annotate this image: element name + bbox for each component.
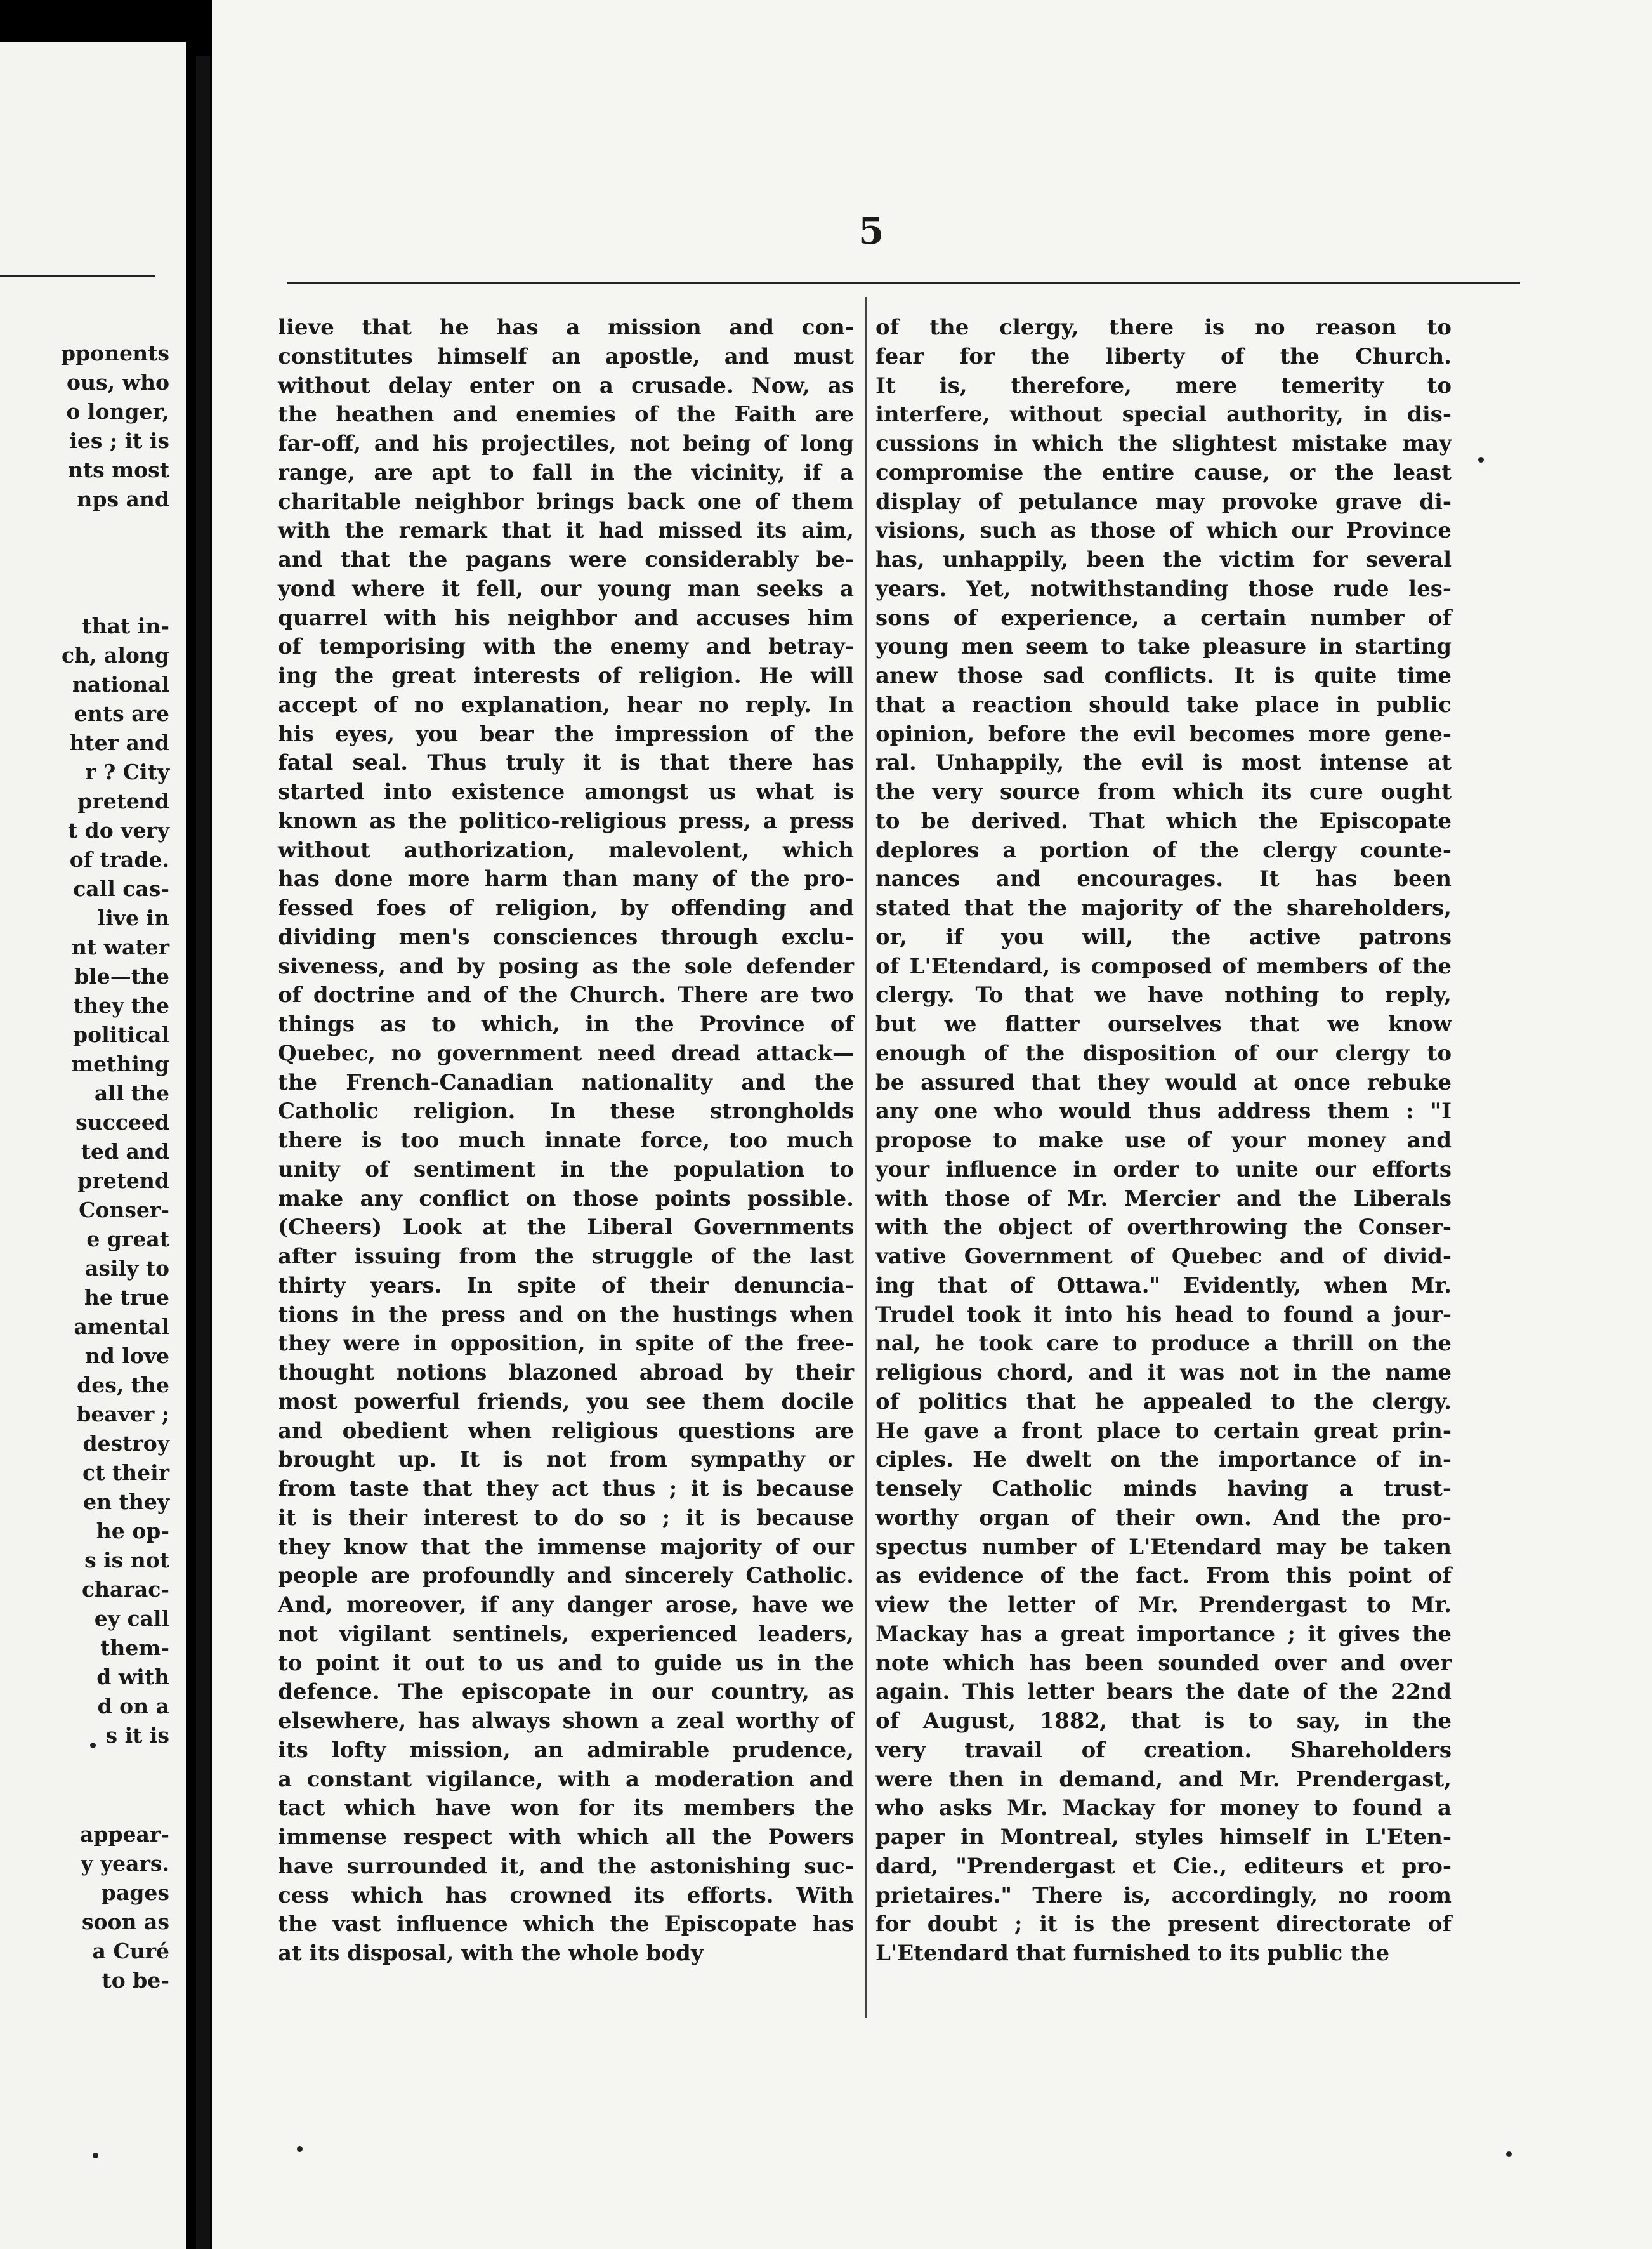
text-line: the heathen and enemies of the Faith are	[278, 402, 854, 428]
text-line: but we flatter ourselves that we know	[875, 1012, 1452, 1037]
text-line: paper in Montreal, styles himself in L'Eten-	[875, 1824, 1452, 1850]
facing-page-line: of trade.	[69, 847, 169, 872]
text-line: of temporising with the enemy and betray-	[278, 634, 854, 660]
column-separator	[865, 297, 867, 2018]
facing-page-line: call cas-	[73, 876, 169, 901]
facing-page-line: they the	[73, 993, 169, 1018]
text-line: to point it out to us and to guide us in the	[278, 1650, 854, 1676]
text-line: with the object of overthrowing the Conser-	[875, 1215, 1452, 1241]
facing-page-line: mething	[71, 1052, 169, 1076]
facing-page-line: he op-	[96, 1519, 169, 1543]
facing-page-line: hter and	[69, 730, 169, 755]
facing-page-line: r ? City	[85, 760, 169, 784]
facing-page-speck	[93, 2153, 98, 2158]
text-line: again. This letter bears the date of the 22nd	[875, 1679, 1452, 1705]
text-line: worthy organ of their own. And the pro-	[875, 1505, 1452, 1531]
text-line: were then in demand, and Mr. Prendergast,	[875, 1766, 1452, 1792]
facing-page-line: e great	[86, 1227, 169, 1251]
facing-page-line: pretend	[77, 789, 169, 814]
text-line: deplores a portion of the clergy counte-	[875, 837, 1452, 863]
text-line: defence. The episcopate in our country, as	[278, 1679, 854, 1705]
text-line: It is, therefore, mere temerity to	[875, 373, 1452, 399]
text-line: has done more harm than many of the pro-	[278, 866, 854, 892]
text-line: not vigilant sentinels, experienced leaders,	[278, 1621, 854, 1647]
text-line: far-off, and his projectiles, not being of long	[278, 431, 854, 456]
page-speck	[1506, 2151, 1512, 2157]
facing-page-line: amental	[74, 1314, 169, 1339]
facing-page-fragment	[0, 42, 186, 2249]
text-line: most powerful friends, you see them docile	[278, 1388, 854, 1415]
facing-page-line: en they	[83, 1489, 169, 1514]
text-line: spectus number of L'Etendard may be taken	[875, 1534, 1452, 1560]
text-line: and that the pagans were considerably be-	[278, 547, 854, 572]
text-line: of doctrine and of the Church. There are two	[278, 982, 854, 1008]
text-line: tact which have won for its members the	[278, 1795, 854, 1821]
facing-page-line: that in-	[82, 614, 169, 638]
binding-gutter	[196, 56, 210, 2249]
page-speck	[1478, 457, 1484, 463]
text-line: they know that the immense majority of our	[278, 1534, 854, 1560]
facing-page-line: charac-	[81, 1577, 169, 1602]
text-column-left	[278, 313, 854, 1969]
header-rule	[287, 282, 1520, 284]
text-line: visions, such as those of which our Province	[875, 518, 1452, 544]
facing-page-line: them-	[100, 1635, 169, 1660]
text-line: siveness, and by posing as the sole defender	[278, 953, 854, 979]
text-line: who asks Mr. Mackay for money to found a	[875, 1795, 1452, 1821]
facing-page-line: asily to	[85, 1256, 169, 1281]
text-line: enough of the disposition of our clergy to	[875, 1040, 1452, 1066]
text-line: without authorization, malevolent, which	[278, 837, 854, 863]
facing-page-line: nps and	[77, 487, 169, 511]
text-line: fessed foes of religion, by offending and	[278, 895, 854, 921]
text-line: tensely Catholic minds having a trust-	[875, 1476, 1452, 1501]
text-line: compromise the entire cause, or the least	[875, 459, 1452, 485]
text-line: ing that of Ottawa." Evidently, when Mr.	[875, 1272, 1452, 1298]
text-line: his eyes, you bear the impression of the	[278, 721, 854, 747]
facing-page-line: s it is	[105, 1723, 169, 1748]
facing-page-line: ted and	[81, 1139, 169, 1164]
facing-page-line: d on a	[97, 1694, 169, 1718]
facing-page-line: nd love	[84, 1343, 169, 1368]
facing-page-rule	[0, 275, 155, 277]
text-line: of the clergy, there is no reason to	[875, 315, 1452, 340]
text-line: to be derived. That which the Episcopate	[875, 808, 1452, 834]
text-line: thirty years. In spite of their denuncia-	[278, 1272, 854, 1298]
text-line: tions in the press and on the hustings when	[278, 1302, 854, 1328]
text-line: display of petulance may provoke grave di-	[875, 489, 1452, 515]
text-line: of L'Etendard, is composed of members of the	[875, 953, 1452, 979]
text-line: interfere, without special authority, in dis-	[875, 402, 1452, 428]
text-line: there is too much innate force, too much	[278, 1128, 854, 1153]
text-line: and obedient when religious questions are	[278, 1418, 854, 1444]
text-line: nal, he took care to produce a thrill on the	[875, 1331, 1452, 1357]
facing-page-line: y years.	[81, 1851, 169, 1876]
facing-page-line: d with	[96, 1665, 169, 1689]
text-line: has, unhappily, been the victim for several	[875, 547, 1452, 572]
facing-page-line: pretend	[77, 1168, 169, 1193]
text-line: prietaires." There is, accordingly, no room	[875, 1882, 1452, 1908]
facing-page-gap	[0, 1750, 169, 1820]
text-line: that a reaction should take place in public	[875, 692, 1452, 718]
text-line: things as to which, in the Province of	[278, 1012, 854, 1037]
text-line: after issuing from the struggle of the last	[278, 1244, 854, 1269]
text-line: note which has been sounded over and over	[875, 1650, 1452, 1676]
facing-page-line: national	[72, 672, 169, 697]
text-line: opinion, before the evil becomes more gene-	[875, 721, 1452, 747]
text-line: a constant vigilance, with a moderation and	[278, 1766, 854, 1792]
text-line: propose to make use of your money and	[875, 1128, 1452, 1153]
text-line: known as the politico-religious press, a press	[278, 808, 854, 834]
facing-page-line: all the	[94, 1081, 169, 1105]
text-column-right	[875, 313, 1452, 1969]
facing-page-line: live in	[97, 906, 169, 930]
text-line: of politics that he appealed to the clergy.	[875, 1388, 1452, 1415]
facing-page-line: a Curé	[92, 1939, 169, 1963]
page-number: 5	[858, 209, 884, 253]
text-line: Trudel took it into his head to found a jour-	[875, 1302, 1452, 1328]
text-line: immense respect with which all the Powers	[278, 1824, 854, 1850]
facing-page-line: ch, along	[61, 643, 169, 668]
text-line: He gave a front place to certain great prin-	[875, 1418, 1452, 1444]
text-line: constitutes himself an apostle, and must	[278, 343, 854, 369]
facing-page-line: ey call	[94, 1606, 169, 1631]
facing-page-speck	[90, 1743, 96, 1748]
text-line: years. Yet, notwithstanding those rude les-	[875, 576, 1452, 602]
text-line: it is their interest to do so ; it is because	[278, 1505, 854, 1531]
text-line: And, moreover, if any danger arose, have we	[278, 1592, 854, 1618]
text-line: as evidence of the fact. From this point of	[875, 1563, 1452, 1589]
text-line: from taste that they act thus ; it is because	[278, 1476, 854, 1501]
facing-page-line: ct their	[82, 1460, 169, 1485]
text-line: your influence in order to unite our efforts	[875, 1156, 1452, 1182]
facing-page-line: o longer,	[66, 399, 169, 424]
facing-page-line: nts most	[67, 458, 169, 482]
text-line: fear for the liberty of the Church.	[875, 343, 1452, 369]
text-line: they were in opposition, in spite of the free-	[278, 1331, 854, 1357]
text-line: any one who would thus address them : "I	[875, 1098, 1452, 1124]
text-line: elsewhere, has always shown a zeal worthy of	[278, 1708, 854, 1734]
text-line: stated that the majority of the shareholders,	[875, 895, 1452, 921]
text-line: (Cheers) Look at the Liberal Governments	[278, 1215, 854, 1241]
facing-page-text	[0, 339, 169, 1995]
facing-page-line: pponents	[61, 341, 169, 366]
text-line: Mackay has a great importance ; it gives the	[875, 1621, 1452, 1647]
text-line: the French-Canadian nationality and the	[278, 1069, 854, 1095]
text-line: lieve that he has a mission and con-	[278, 315, 854, 340]
text-line: Catholic religion. In these strongholds	[278, 1098, 854, 1124]
text-line: vative Government of Quebec and of divid-	[875, 1244, 1452, 1269]
text-line: charitable neighbor brings back one of them	[278, 489, 854, 515]
text-line: for doubt ; it is the present directorate of	[875, 1911, 1452, 1937]
text-line: cess which has crowned its efforts. With	[278, 1882, 854, 1908]
text-line: unity of sentiment in the population to	[278, 1156, 854, 1182]
text-line: be assured that they would at once rebuke	[875, 1069, 1452, 1095]
text-line: accept of no explanation, hear no reply. In	[278, 692, 854, 718]
facing-page-line: des, the	[77, 1373, 169, 1397]
text-line: religious chord, and it was not in the name	[875, 1360, 1452, 1385]
text-line: have surrounded it, and the astonishing suc-	[278, 1853, 854, 1879]
facing-page-line: ous, who	[67, 370, 169, 395]
text-line: quarrel with his neighbor and accuses him	[278, 605, 854, 631]
facing-page-line: appear-	[80, 1822, 169, 1847]
text-line: thought notions blazoned abroad by their	[278, 1360, 854, 1385]
text-line: ing the great interests of religion. He will	[278, 663, 854, 689]
text-line: range, are apt to fall in the vicinity, if a	[278, 459, 854, 485]
text-line: fatal seal. Thus truly it is that there has	[278, 750, 854, 776]
facing-page-line: destroy	[82, 1431, 169, 1456]
facing-page-line: ents are	[74, 701, 169, 726]
text-line: clergy. To that we have nothing to reply,	[875, 982, 1452, 1008]
facing-page-line: he true	[84, 1285, 169, 1310]
text-line: young men seem to take pleasure in starting	[875, 634, 1452, 660]
facing-page-line: ble—the	[74, 964, 169, 989]
text-line: at its disposal, with the whole body	[278, 1941, 704, 1966]
text-line: L'Etendard that furnished to its public the	[875, 1941, 1390, 1966]
text-line: sons of experience, a certain number of	[875, 605, 1452, 631]
facing-page-line: political	[73, 1022, 169, 1047]
text-line: the very source from which its cure ought	[875, 779, 1452, 805]
text-line: of August, 1882, that is to say, in the	[875, 1708, 1452, 1734]
facing-page-line: t do very	[67, 818, 169, 843]
facing-page-line: pages	[101, 1880, 169, 1905]
facing-page-line: succeed	[75, 1110, 169, 1135]
text-line: ral. Unhappily, the evil is most intense at	[875, 750, 1452, 776]
text-line: brought up. It is not from sympathy or	[278, 1447, 854, 1473]
text-line: ciples. He dwelt on the importance of in-	[875, 1447, 1452, 1473]
text-line: dard, "Prendergast et Cie., editeurs et pro-	[875, 1853, 1452, 1879]
text-line: without delay enter on a crusade. Now, as	[278, 373, 854, 399]
text-line: with those of Mr. Mercier and the Liberals	[875, 1185, 1452, 1211]
text-line: yond where it fell, our young man seeks a	[278, 576, 854, 602]
text-line: people are profoundly and sincerely Catholic.	[278, 1563, 854, 1589]
facing-page-line: soon as	[81, 1909, 169, 1934]
facing-page-line: Conser-	[79, 1197, 169, 1222]
text-line: its lofty mission, an admirable prudence,	[278, 1737, 854, 1763]
facing-page-line: beaver ;	[76, 1402, 169, 1427]
text-line: cussions in which the slightest mistake may	[875, 431, 1452, 456]
text-line: started into existence amongst us what is	[278, 779, 854, 805]
facing-page-line: nt water	[71, 935, 169, 960]
document-page	[212, 0, 1652, 2249]
text-line: very travail of creation. Shareholders	[875, 1737, 1452, 1763]
facing-page-line: to be-	[102, 1968, 169, 1993]
text-line: the vast influence which the Episcopate has	[278, 1911, 854, 1937]
page-speck	[297, 2146, 303, 2152]
text-line: or, if you will, the active patrons	[875, 924, 1452, 950]
facing-page-gap	[0, 514, 169, 612]
text-line: anew those sad conflicts. It is quite time	[875, 663, 1452, 689]
text-line: view the letter of Mr. Prendergast to Mr.	[875, 1592, 1452, 1618]
text-line: Quebec, no government need dread attack—	[278, 1040, 854, 1066]
text-line: make any conflict on those points possible.	[278, 1185, 854, 1211]
text-line: dividing men's consciences through exclu-	[278, 924, 854, 950]
text-line: with the remark that it had missed its aim,	[278, 518, 854, 544]
text-line: nances and encourages. It has been	[875, 866, 1452, 892]
facing-page-line: s is not	[84, 1548, 169, 1573]
facing-page-line: ies ; it is	[69, 428, 169, 453]
